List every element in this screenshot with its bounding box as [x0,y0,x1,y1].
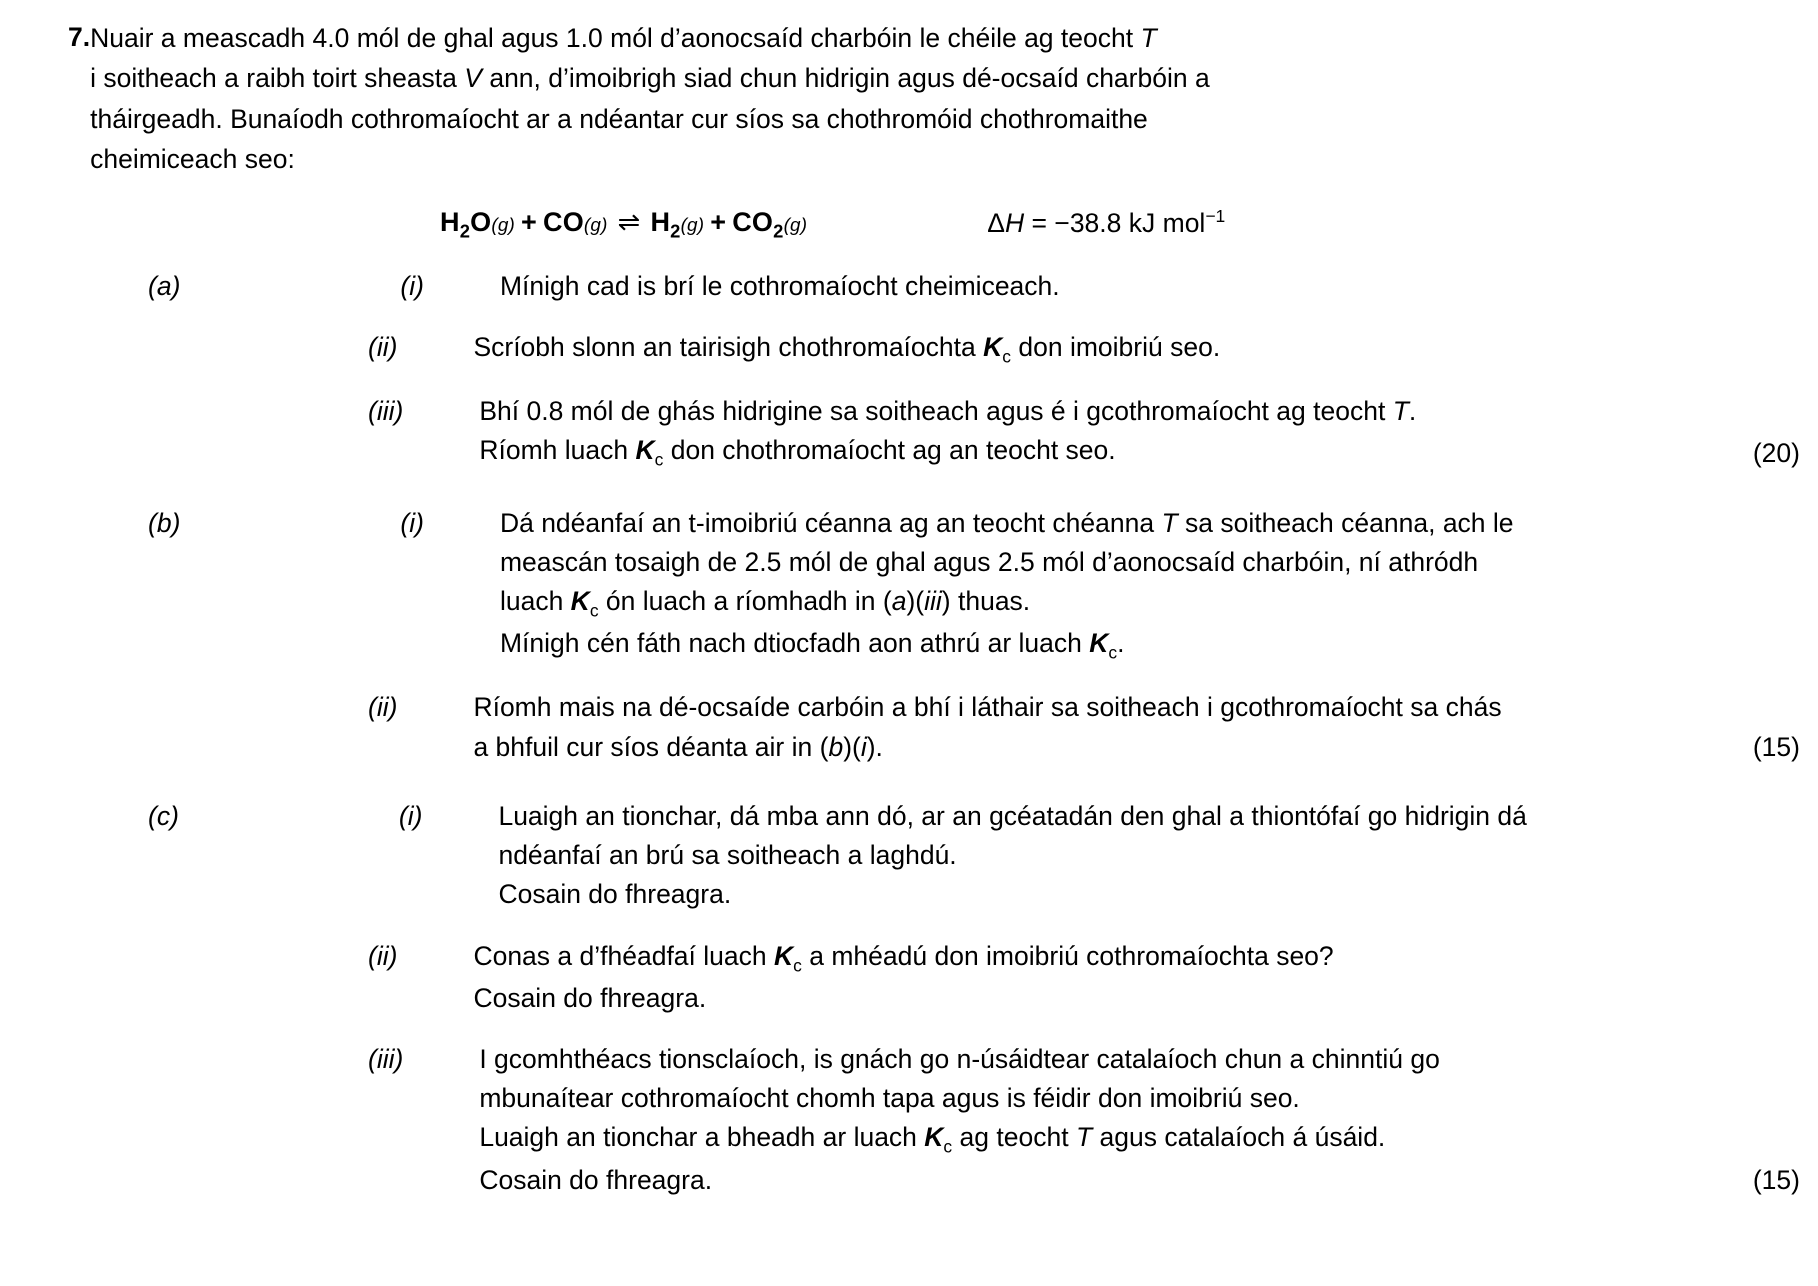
chemical-equation [440,207,807,242]
part-a-item-i-row [0,267,1818,306]
question-stem-row [0,18,1818,180]
enthalpy-delta-icon: Δ [987,207,1005,238]
part-c-item-iii-line-3: Luaigh an tionchar a bheadh ar luach $K_c$ ag teocht T agus catalaíoch á úsáid. [479,1122,1386,1157]
question-number: 7. [68,22,91,52]
part-c-item-iii-line-2: mbunaítear cothromaíocht chomh tapa agus is féidir don imoibriú seo. [479,1083,1300,1114]
stem-line-2-part-b: ann, d’imoibrigh siad chun hidrigin agus dé-ocsaíd charbóin a [481,63,1210,94]
part-a-item-iii-label: (iii) [368,396,404,427]
part-b-item-ii-line-2: a bhfuil cur síos déanta air in (b)(i). [473,731,883,762]
part-a-item-ii-row [0,328,1818,370]
part-c-item-i-line-1: Luaigh an tionchar, dá mba ann dó, ar an gcéatadán den ghal a thiontófaí go hidrigin dá [498,800,1527,831]
part-a-item-ii-body [397,328,1818,370]
equation-reactant-co: CO [543,207,584,238]
part-b-item-ii-label: (ii) [368,692,398,723]
part-b-item-i-line-4: Mínigh cén fáth nach dtiocfadh aon athrú ar luach $K_c$. [499,628,1125,663]
variable-T-2: T [1161,507,1178,538]
part-a-item-i-body [424,267,1818,306]
stem-line-2-variable-V: V [464,63,482,94]
enthalpy-change-value [987,206,1225,239]
part-a-label: (a) [148,270,181,301]
stem-line-2-part-a: i soitheach a raibh toirt sheasta [90,63,465,94]
enthalpy-symbol-H: H [1004,207,1025,238]
equation-plus-2: + [710,207,727,238]
enthalpy-number: −38.8 kJ mol [1054,207,1206,238]
part-b-marks: (15) [1752,731,1800,762]
part-c-item-i-line-3: Cosain do fhreagra. [498,879,732,910]
equilibrium-arrow-icon: ⇌ [617,207,641,238]
part-b-item-i-body [424,504,1818,667]
part-c-item-ii-row [0,937,1818,1018]
part-c-marks: (15) [1752,1164,1800,1195]
part-a-item-ii-text-b: don imoibriú seo. [1011,332,1221,363]
part-a-item-ii-text-a: Scríobh slonn an tairisigh chothromaíochta [473,332,984,363]
kc-symbol: $K_c$ [635,435,664,470]
part-c-item-iii-body [403,1040,1818,1200]
part-a-item-i-text: Mínigh cad is brí le cothromaíocht cheimiceach. [499,270,1060,301]
question-stem-body [90,18,1818,180]
part-c-item-i-row [0,797,1818,915]
part-a-item-iii-row [0,392,1818,473]
equation-plus-1: + [521,207,537,238]
part-c-item-iii-line-4: Cosain do fhreagra. [479,1164,713,1195]
part-c-item-i-body [422,797,1818,915]
part-b-item-i-line-2: meascán tosaigh de 2.5 mól de ghal agus 2.5 mól d’aonocsaíd charbóin, ní athródh [499,546,1479,577]
enthalpy-equals: = [1031,207,1047,238]
equation-reactant-water-state: (g) [491,215,516,237]
part-a-item-iii-line-1: Bhí 0.8 mól de ghás hidrigine sa soitheach agus é i gcothromaíocht ag teocht T. [479,396,1417,427]
part-c-item-i-line-2: ndéanfaí an brú sa soitheach a laghdú. [498,840,957,871]
part-b-item-ii-row [0,688,1818,766]
stem-line-1-part-a: Nuair a meascadh 4.0 mól de ghal agus 1.0 mól d’aonocsaíd charbóin le chéile ag teocht [90,23,1141,53]
part-a-marks: (20) [1752,438,1800,469]
part-b-label: (b) [148,507,181,538]
part-c-item-i-label: (i) [398,800,423,831]
kc-symbol: $K_c$ [570,586,599,621]
stem-line-3: tháirgeadh. Bunaíodh cothromaíocht ar a ndéantar cur síos sa chothromóid chothromaithe [90,103,1148,134]
variable-T-3: T [1075,1122,1093,1153]
part-c-item-iii-row [0,1040,1818,1200]
equation-product-hydrogen: $H_2$ [650,207,681,242]
enthalpy-exponent: −1 [1205,205,1226,226]
part-b-item-ii-body [397,688,1818,766]
variable-T-1: T [1392,396,1409,427]
part-a-item-ii-label: (ii) [368,332,398,363]
part-c-label: (c) [148,800,179,831]
kc-symbol: $K_c$ [983,332,1012,367]
part-c-item-iii-label: (iii) [368,1043,404,1074]
part-a-item-iii-line-2: Ríomh luach $K_c$ don chothromaíocht ag an teocht seo. [479,435,1116,470]
part-c-item-iii-line-1: I gcomhthéacs tionsclaíoch, is gnách go n-úsáidtear catalaíoch chun a chinntiú go [479,1043,1440,1074]
part-b-item-i-line-1: Dá ndéanfaí an t-imoibriú céanna ag an teocht chéanna T sa soitheach céanna, ach le [499,507,1514,538]
equation-product-hydrogen-state: (g) [680,215,705,237]
stem-line-1-variable-T: T [1140,23,1157,53]
part-b-item-i-label: (i) [400,507,424,538]
equation-product-co2: $CO_2$ [732,207,784,242]
question-stem-text [90,18,1380,180]
part-c-item-ii-body [397,937,1818,1018]
part-a-item-iii-body [403,392,1818,473]
kc-symbol: $K_c$ [1089,628,1118,663]
chemical-equation-row [0,206,1818,243]
equation-product-co2-state: (g) [783,215,808,237]
kc-symbol: $K_c$ [773,940,802,975]
part-c-item-ii-label: (ii) [368,940,398,971]
part-c-item-ii-line-1: Conas a d’fhéadfaí luach $K_c$ a mhéadú don imoibriú cothromaíochta seo? [473,940,1334,975]
equation-reactant-water: $H_2O$ [440,207,492,242]
equation-reactant-co-state: (g) [583,215,608,237]
part-b-item-i-line-3: luach $K_c$ ón luach a ríomhadh in (a)(iii) thuas. [499,586,1031,621]
part-b-item-ii-line-1: Ríomh mais na dé-ocsaíde carbóin a bhí i láthair sa soitheach i gcothromaíocht sa chás [473,692,1502,723]
kc-symbol: $K_c$ [924,1122,953,1157]
part-b-item-i-row [0,504,1818,667]
part-c-item-ii-line-2: Cosain do fhreagra. [473,982,707,1013]
stem-line-4: cheimiceach seo: [90,144,295,175]
part-a-item-i-label: (i) [400,270,424,301]
